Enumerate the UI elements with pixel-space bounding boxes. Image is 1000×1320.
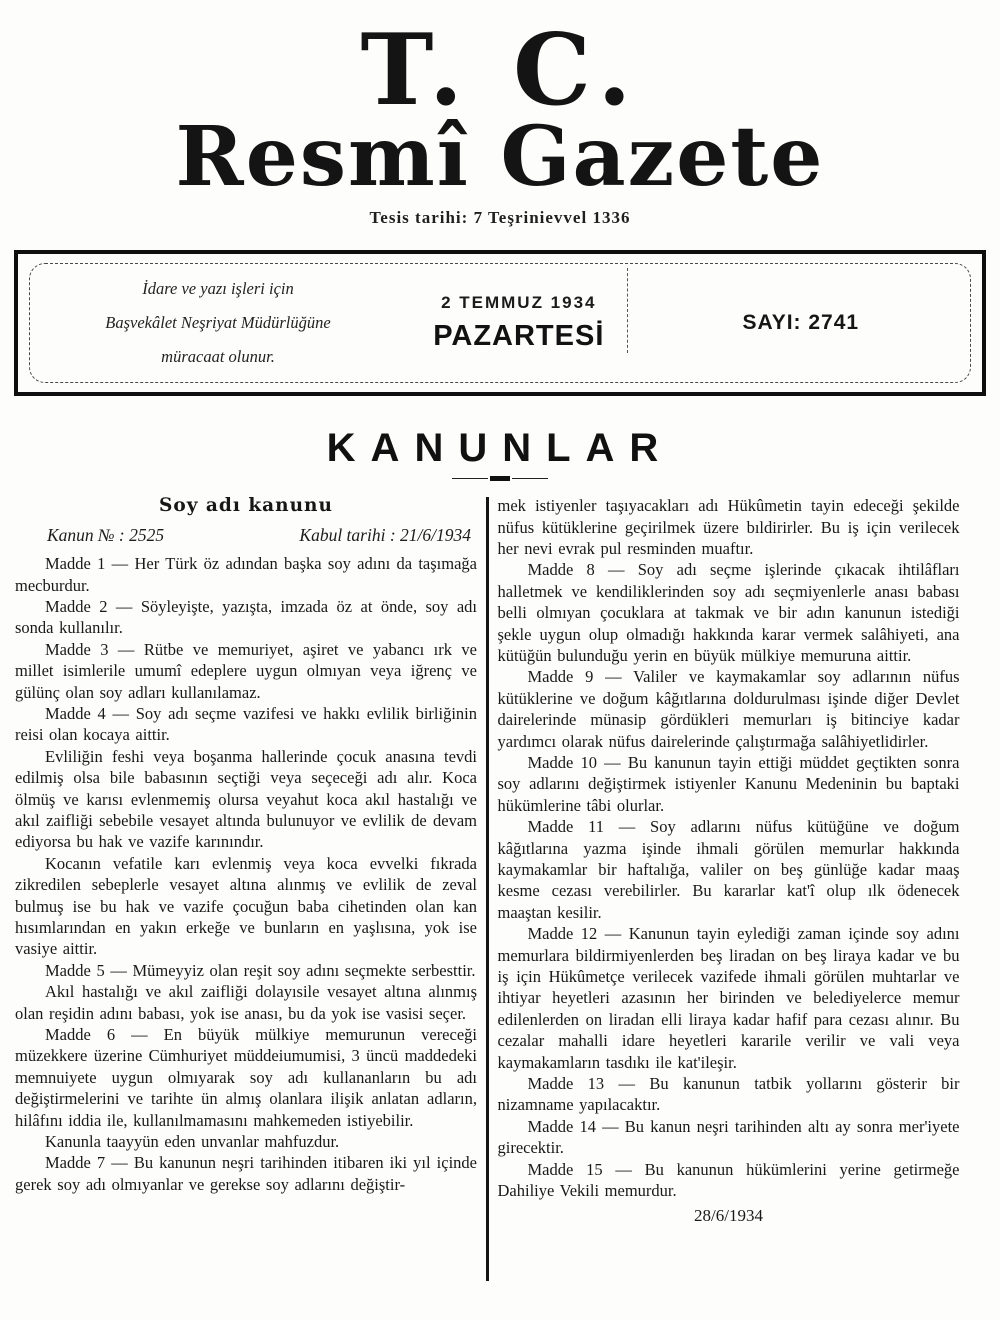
law-paragraph: Madde 8 — Soy adı seçme işlerinde çıkacak ihtilâfları halletmek ve kendiliklerinden soy adı seçmiyenlerle anası babası belli olmıyan çocuklara at takmak ve bir adın kanunun istediği şekle uygun olup olmadığı hakkında karar vermek salâhiyeti, ana kütüğün bulunduğu yerin en büyük mülkiye memuruna aittir. bbox=[497, 560, 960, 665]
masthead-title: Resmî Gazete bbox=[175, 109, 825, 205]
law-paragraph: Madde 2 — Söyleyişte, yazışta, imzada öz at önde, soy adı sonda kullanılır. bbox=[15, 596, 477, 638]
signature-date: 28/6/1934 bbox=[694, 1205, 763, 1225]
masthead bbox=[0, 0, 1000, 228]
law-paragraph: Madde 3 — Rütbe ve memuriyet, aşiret ve yabancı ırk ve millet isimlerile umumî edeplere uygun olmıyan veya iğrenç ve gülünç olan soy adları kullanılamaz. bbox=[15, 639, 477, 702]
contact-note bbox=[30, 272, 406, 373]
law-paragraph: Kocanın vefatile karı evlenmiş veya koca evvelki fıkrada zikredilen sebeplerle vesayet altına alınmış ve evlilik de zeval bulmuş ise bu hak ve vazife çocuğun baba cihetinden olan kan hısımlarından en yakın erkeğe ve bunların en yaşlısına, yok ise vasiye aittir. bbox=[15, 853, 477, 959]
law-meta bbox=[15, 525, 477, 546]
law-paragraph: Madde 11 — Soy adlarını nüfus kütüğüne ve doğum kâğıtlarına yazma işinde ihmali görülen memurlar hakkında kaymakamlar bir haftalığa, valiler on beş günlüğe kadar maaş kesme cezası verebilirler. Bu kararlar kat'î olup ılk ödenecek maaştan kesilir. bbox=[497, 817, 960, 922]
law-accept-date: Kabul tarihi : 21/6/1934 bbox=[299, 525, 471, 546]
issue-number: SAYI: 2741 bbox=[742, 311, 860, 335]
contact-line-3: müracaat olunur. bbox=[161, 347, 275, 366]
contact-line-1: İdare ve yazı işleri için bbox=[142, 279, 294, 299]
divider-dash bbox=[490, 476, 510, 481]
issue-box-divider bbox=[627, 268, 628, 353]
law-title: Soy adı kanunu bbox=[159, 495, 333, 517]
masthead-tc: T. C. bbox=[360, 13, 640, 128]
issue-info-inner-frame bbox=[29, 263, 971, 383]
contact-line-2: Başvekâlet Neşriyat Müdürlüğüne bbox=[105, 313, 331, 333]
law-paragraph: Akıl hastalığı ve akıl zaifliği dolayısile vesayet altına alınmış olan reşidin adını babası, yok ise anası, bu da yok ise vasisi seçer. bbox=[15, 982, 477, 1023]
law-paragraph: Madde 13 — Bu kanunun tatbik yollarını gösterir bir nizamname yapılacaktır. bbox=[497, 1074, 960, 1115]
law-paragraph: Madde 1 — Her Türk öz adından başka soy adını da taşımağa mecburdur. bbox=[15, 554, 477, 595]
issue-info-box bbox=[14, 250, 986, 396]
issue-day: PAZARTESİ bbox=[433, 320, 605, 353]
law-paragraph: Kanunla taayyün eden unvanlar mahfuzdur. bbox=[45, 1132, 340, 1152]
law-paragraph: Madde 15 — Bu kanunun hükümlerini yerine getirmeğe Dahiliye Vekili memurdur. bbox=[497, 1159, 960, 1201]
law-paragraph: Madde 7 — Bu kanunun neşri tarihinden itibaren iki yıl içinde gerek soy adı olmıyanlar ve gerekse soy adlarını değiştir- bbox=[15, 1153, 477, 1194]
law-paragraph: Madde 14 — Bu kanun neşri tarihinden altı ay sonra mer'iyete girecektir. bbox=[497, 1116, 960, 1158]
law-paragraph: Madde 12 — Kanunun tayin eylediği zaman içinde soy adını memurlara bildirmiyenlerden beş liradan on beş liraya kadar ve bu iş için Hükûmetçe verilecek vazifede ihmali görülen muhtarlar ve ihtiyar heyetleri azasının her birinden ve belediyelerce memur edilenlerden on liradan elli liraya kadar hafif para cezası alınır. Bu cezalar mahalli idare heyetleri kararile verilir ve vali veya kaymakamların tasdıkı ile kat'ileşir. bbox=[497, 924, 960, 1072]
column-rule bbox=[486, 497, 489, 1281]
left-column bbox=[15, 495, 477, 1295]
law-paragraph: Evliliğin feshi veya boşanma hallerinde çocuk anasına tevdi edilmiş olsa bile babasının seçtiği veya seçeceği adı alır. Koca ölmüş ve karısı evlenmemiş olursa veyahut koca akıl hastalığı ve akıl zaifliği sebebile vesayet altında bulunuyor ve evlilik de devam ediyorsa bu hak ve vazife karınındır. bbox=[15, 746, 477, 852]
law-number: Kanun № : 2525 bbox=[47, 525, 165, 546]
section-divider-ornament bbox=[452, 475, 548, 482]
law-paragraph: Madde 9 — Valiler ve kaymakamlar soy adlarının nüfus kütüklerine ve doğum kâğıtlarına doldurulması işinde diğer Devlet dairelerinde münasip gördükleri memurları iş bitinciye kadar yardımcı olarak nüfus dairelerinde çalıştırmağa salâhiyetlidirler. bbox=[497, 667, 960, 751]
divider-line-left bbox=[452, 478, 488, 479]
law-paragraph: Madde 6 — En büyük mülkiye memurunun vereceği müzekkere üzerine Cümhuriyet müddeiumumisi, 3 üncü maddedeki memnuiyete uygun olmıyarak soy adı kullananların bu adı değiştirmelerini ve tarihte ün almış olanlara ilişik anlatan adların, hilâfını iddia ile, kullanılmamasını mahkemeden istiyebilir. bbox=[15, 1025, 477, 1130]
issue-date: 2 TEMMUZ 1934 bbox=[441, 293, 597, 313]
law-paragraph: mek istiyenler taşıyacakları adı Hükûmetin tayin edeceği şekilde nüfus kütüklerine geçirilmek üzere bıldirirler. Bu iş için verilecek her nevi evrak pul resminden muaftır. bbox=[497, 496, 960, 558]
divider-line-right bbox=[512, 478, 548, 479]
founded-date: Tesis tarihi: 7 Teşrinievvel 1336 bbox=[369, 208, 631, 228]
law-paragraph: Madde 4 — Soy adı seçme vazifesi ve hakkı evlilik birliğinin reisi olan kocaya aittir. bbox=[15, 703, 477, 745]
issue-date-cell bbox=[406, 293, 632, 353]
section-title: KANUNLAR bbox=[326, 426, 674, 471]
law-paragraph: Madde 5 — Mümeyyiz olan reşit soy adını seçmekte serbesttir. bbox=[45, 960, 476, 980]
law-columns bbox=[0, 495, 1000, 1295]
law-paragraph: Madde 10 — Bu kanunun tayin ettiği müddet geçtikten sonra soy adlarını değiştirmek istiyenler Kanunu Medeninin bu baptaki hükümlerine tâbi olurlar. bbox=[497, 752, 960, 815]
right-column bbox=[498, 495, 960, 1295]
